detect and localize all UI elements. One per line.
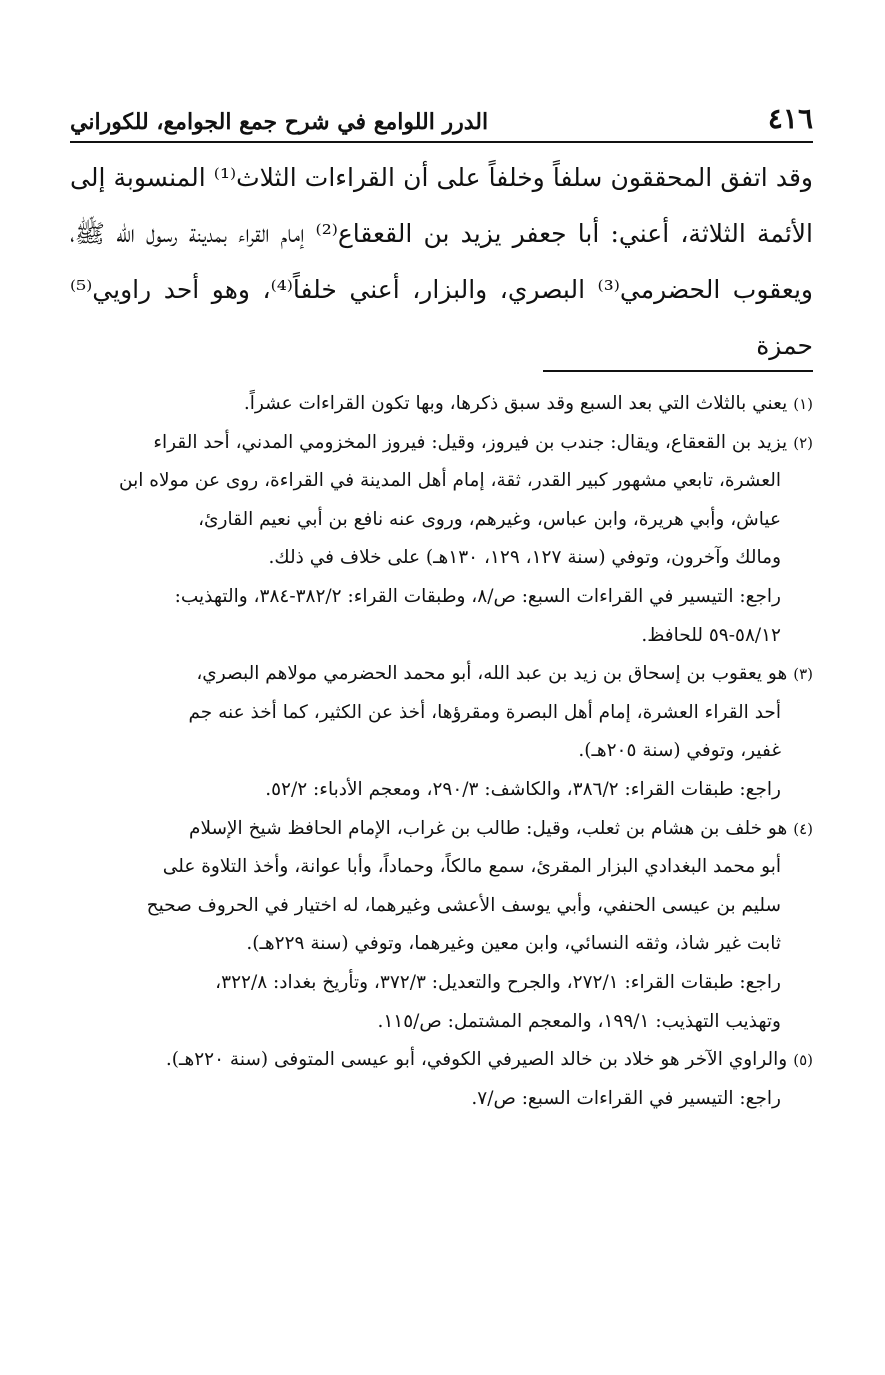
footnote-line — [70, 810, 813, 849]
footnote-line: راجع: طبقات القراء: ٣٨٦/٢، والكاشف: ٢٩٠/٣، ومعجم الأدباء: ٥٢/٢. — [265, 778, 781, 800]
main-paragraph — [70, 150, 813, 374]
footnote-line: راجع: التيسير في القراءات السبع: ص/٨، وطبقات القراء: ٣٨٢/٢-٣٨٤، والتهذيب: — [174, 585, 781, 607]
footnote-divider — [543, 370, 813, 372]
footnote-line: ومالك وآخرون، وتوفي (سنة ١٢٧، ١٢٩، ١٣٠هـ) على خلاف في ذلك. — [268, 547, 781, 569]
footnote-line: أبو محمد البغدادي البزار المقرئ، سمع مالكاً، وحماداً، وأبا عوانة، وأخذ التلاوة على — [162, 856, 781, 878]
footnotes — [70, 385, 813, 1118]
footnote-3 — [70, 655, 813, 809]
page-header — [70, 95, 813, 143]
footnote-line: أحد القراء العشرة، إمام أهل البصرة ومقرؤها، أخذ عن الكثير، كما أخذ عنه جم — [188, 701, 781, 723]
footnote-number: (٤) — [793, 819, 813, 838]
footnote-line: عياش، وأبي هريرة، وابن عباس، وغيرهم، وروى عنه نافع بن أبي نعيم القارئ، — [198, 508, 781, 530]
footnote-4 — [70, 810, 813, 1042]
main-text-line: وقد اتفق المحققون سلفاً وخلفاً على أن القراءات الثلاث⁽¹⁾ المنسوبة إلى — [70, 163, 813, 192]
footnote-line: ثابت غير شاذ، وثقه النسائي، وابن معين وغيرهما، وتوفي (سنة ٢٢٩هـ). — [246, 933, 781, 955]
running-title: الدرر اللوامع في شرح جمع الجوامع، للكوراني — [70, 109, 489, 135]
footnote-line: غفير، وتوفي (سنة ٢٠٥هـ). — [578, 740, 781, 762]
footnote-text: هو خلف بن هشام بن ثعلب، وقيل: طالب بن غراب، الإمام الحافظ شيخ الإسلام — [189, 817, 788, 839]
footnote-number: (٥) — [793, 1051, 813, 1070]
main-text-line: ويعقوب الحضرمي⁽³⁾ البصري، والبزار، أعني خلفاً⁽⁴⁾، وهو أحد راويي⁽⁵⁾ حمزة — [70, 275, 813, 360]
footnote-line — [70, 385, 813, 424]
footnote-line: راجع: التيسير في القراءات السبع: ص/٧. — [471, 1087, 781, 1109]
footnote-5 — [70, 1041, 813, 1118]
footnote-text: هو يعقوب بن إسحاق بن زيد بن عبد الله، أبو محمد الحضرمي مولاهم البصري، — [196, 663, 788, 685]
main-text-line: الأئمة الثلاثة، أعني: أبا جعفر يزيد بن القعقاع⁽²⁾ إمام القراء بمدينة رسول الله ﷺ، — [70, 219, 813, 248]
footnote-number: (١) — [793, 395, 813, 413]
footnote-number: (٢) — [793, 433, 813, 452]
footnote-1 — [70, 385, 813, 424]
page-number: ٤١٦ — [767, 102, 813, 135]
footnote-text: يزيد بن القعقاع، ويقال: جندب بن فيروز، وقيل: فيروز المخزومي المدني، أحد القراء — [153, 431, 788, 453]
footnote-line: وتهذيب التهذيب: ١٩٩/١، والمعجم المشتمل: ص/١١٥. — [377, 1010, 781, 1032]
footnote-text: يعني بالثلاث التي بعد السبع وقد سبق ذكرها، وبها تكون القراءات عشراً. — [243, 393, 788, 414]
footnote-line: العشرة، تابعي مشهور كبير القدر، ثقة، إمام أهل المدينة في القراءة، روى عن مولاه ابن — [119, 470, 781, 492]
footnote-line — [70, 1041, 813, 1080]
footnote-number: (٣) — [793, 665, 813, 684]
footnote-line: ٥٨/١٢-٥٩ للحافظ. — [641, 624, 781, 646]
footnote-line: راجع: طبقات القراء: ٢٧٢/١، والجرح والتعديل: ٣٧٢/٣، وتأريخ بغداد: ٣٢٢/٨، — [215, 971, 781, 993]
footnote-line — [70, 655, 813, 694]
footnote-line: سليم بن عيسى الحنفي، وأبي يوسف الأعشى وغيرهما، له اختيار في الحروف صحيح — [146, 894, 781, 916]
footnote-line — [70, 424, 813, 463]
main-text — [70, 150, 813, 374]
footnote-2 — [70, 424, 813, 656]
footnote-text: والراوي الآخر هو خلاد بن خالد الصيرفي الكوفي، أبو عيسى المتوفى (سنة ٢٢٠هـ). — [165, 1049, 788, 1071]
